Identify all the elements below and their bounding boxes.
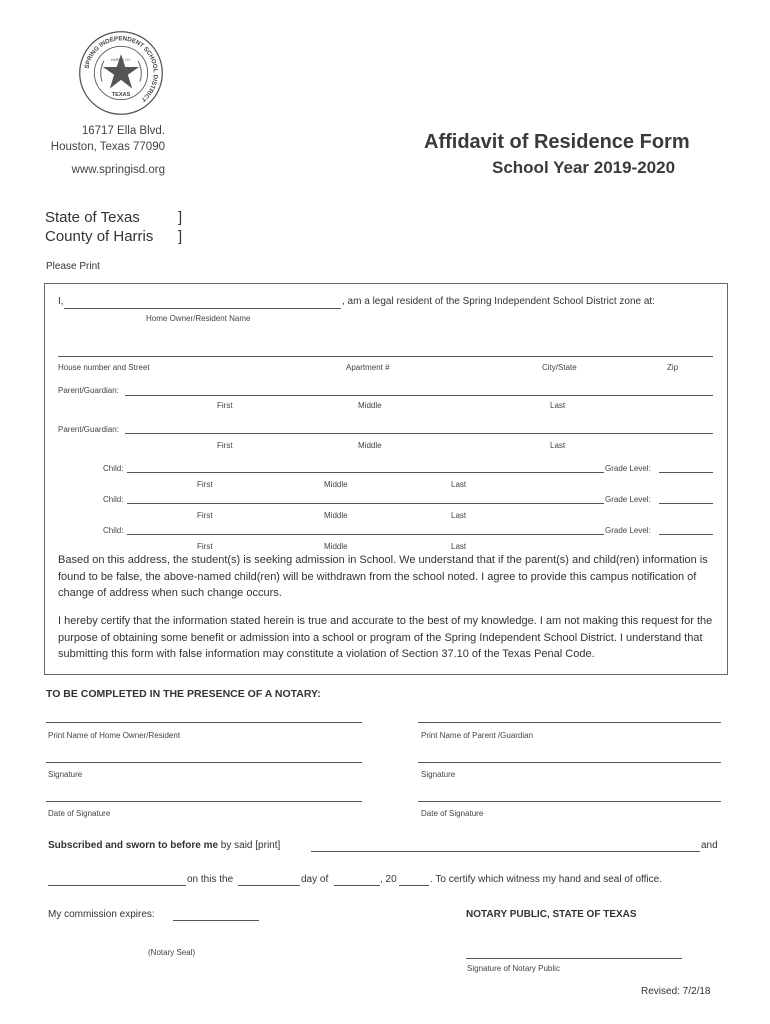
page-title: Affidavit of Residence Form <box>424 131 690 153</box>
child-3-middle: Middle <box>324 542 348 551</box>
child-3-last: Last <box>451 542 467 551</box>
commission-label: My commission expires: <box>48 909 155 920</box>
child-1-first: First <box>197 480 213 489</box>
venue-county: County of Harris <box>45 228 154 245</box>
admission-statement: Based on this address, the student(s) is seeking admission in School. We understand that if the parent(s) and child(ren) information is found to be false, the above-named child(ren) will be withdrawn from the school noted. I agree to provide this campus notification of change of address when such change occurs. <box>58 554 708 599</box>
child-2-grade-field[interactable] <box>659 503 713 504</box>
sworn-bold: Subscribed and sworn to before me <box>48 840 219 851</box>
notary-public-title: NOTARY PUBLIC, STATE OF TEXAS <box>466 909 637 920</box>
intro-prefix: I, <box>58 296 64 307</box>
on-this-label: on this the <box>187 874 234 885</box>
resident-print-name-field[interactable] <box>46 722 362 723</box>
owner-caption: Home Owner/Resident Name <box>146 314 251 323</box>
seal-bottom-text: TEXAS <box>111 92 131 99</box>
owner-name-field[interactable] <box>64 308 341 309</box>
please-print-note: Please Print <box>46 261 100 272</box>
guardian-1-first: First <box>217 401 233 410</box>
guardian-2-last: Last <box>550 441 566 450</box>
venue-bracket: ] <box>178 228 183 245</box>
resident-signature-field[interactable] <box>46 762 362 763</box>
guardian-1-middle: Middle <box>358 401 382 410</box>
child-1-label: Child: <box>103 464 124 473</box>
notary-heading: TO BE COMPLETED IN THE PRESENCE OF A NOTARY: <box>46 688 321 700</box>
child-2-label: Child: <box>103 495 124 504</box>
guardian-1-last: Last <box>550 401 566 410</box>
sworn-name-field[interactable] <box>311 851 700 852</box>
guardian-print-name-label: Print Name of Parent /Guardian <box>421 731 534 740</box>
commission-field[interactable] <box>173 920 259 921</box>
resident-signature-label: Signature <box>48 770 83 779</box>
guardian-signature-label: Signature <box>421 770 456 779</box>
year-prefix: , 20 <box>380 874 397 885</box>
address-field[interactable] <box>58 356 713 357</box>
resident-date-field[interactable] <box>46 801 362 802</box>
seal-ring-text: SPRING INDEPENDENT SCHOOL DISTRICT <box>83 35 159 103</box>
address-city: Houston, Texas 77090 <box>50 141 165 153</box>
sworn-line <box>48 840 280 851</box>
address-website: www.springisd.org <box>71 164 165 176</box>
child-3-field[interactable] <box>127 534 604 535</box>
venue-state: State of Texas <box>45 209 140 226</box>
child-2-last: Last <box>451 511 467 520</box>
year-field[interactable] <box>399 885 429 886</box>
intro-suffix: , am a legal resident of the Spring Independent School District zone at: <box>342 296 655 307</box>
label-apartment: Apartment # <box>346 363 390 372</box>
child-2-middle: Middle <box>324 511 348 520</box>
resident-print-name-label: Print Name of Home Owner/Resident <box>48 731 181 740</box>
address-street: 16717 Ella Blvd. <box>81 125 165 137</box>
child-3-grade-label: Grade Level: <box>605 526 651 535</box>
revised-date: Revised: 7/2/18 <box>641 986 711 997</box>
guardian-2-middle: Middle <box>358 441 382 450</box>
sworn-second-name-field[interactable] <box>48 885 186 886</box>
guardian-print-name-field[interactable] <box>418 722 721 723</box>
child-2-grade-label: Grade Level: <box>605 495 651 504</box>
child-1-field[interactable] <box>127 472 604 473</box>
child-2-field[interactable] <box>127 503 604 504</box>
notary-signature-field[interactable] <box>466 958 682 959</box>
guardian-2-label: Parent/Guardian: <box>58 425 119 434</box>
child-1-grade-label: Grade Level: <box>605 464 651 473</box>
child-3-grade-field[interactable] <box>659 534 713 535</box>
label-city-state: City/State <box>542 363 577 372</box>
notary-seal-caption: (Notary Seal) <box>148 948 196 957</box>
venue-bracket: ] <box>178 209 183 226</box>
sworn-and: and <box>701 840 718 851</box>
child-1-grade-field[interactable] <box>659 472 713 473</box>
resident-date-label: Date of Signature <box>48 809 111 818</box>
notary-signature-caption: Signature of Notary Public <box>467 964 560 973</box>
seal-center-text: HARRIS CO. <box>110 57 132 62</box>
guardian-1-label: Parent/Guardian: <box>58 386 119 395</box>
guardian-2-field[interactable] <box>125 433 713 434</box>
guardian-date-field[interactable] <box>418 801 721 802</box>
certify-text: . To certify which witness my hand and seal of office. <box>430 874 662 885</box>
month-field[interactable] <box>334 885 380 886</box>
day-field[interactable] <box>238 885 300 886</box>
guardian-signature-field[interactable] <box>418 762 721 763</box>
guardian-1-field[interactable] <box>125 395 713 396</box>
sworn-rest: by said [print] <box>218 840 281 851</box>
child-3-first: First <box>197 542 213 551</box>
district-seal <box>78 30 164 116</box>
label-house-street: House number and Street <box>58 363 150 372</box>
guardian-date-label: Date of Signature <box>421 809 484 818</box>
day-of-label: day of <box>301 874 329 885</box>
child-3-label: Child: <box>103 526 124 535</box>
label-zip: Zip <box>667 363 679 372</box>
guardian-2-first: First <box>217 441 233 450</box>
child-1-last: Last <box>451 480 467 489</box>
certification-statement: I hereby certify that the information stated herein is true and accurate to the best of my knowledge. I am not making this request for the purpose of obtaining some benefit or admission into a school or program of the Spring Independent School District. I understand that submitting this form with false information may constitute a violation of Section 37.10 of the Texas Penal Code. <box>58 615 713 660</box>
child-2-first: First <box>197 511 213 520</box>
page-subtitle: School Year 2019-2020 <box>492 158 676 177</box>
child-1-middle: Middle <box>324 480 348 489</box>
